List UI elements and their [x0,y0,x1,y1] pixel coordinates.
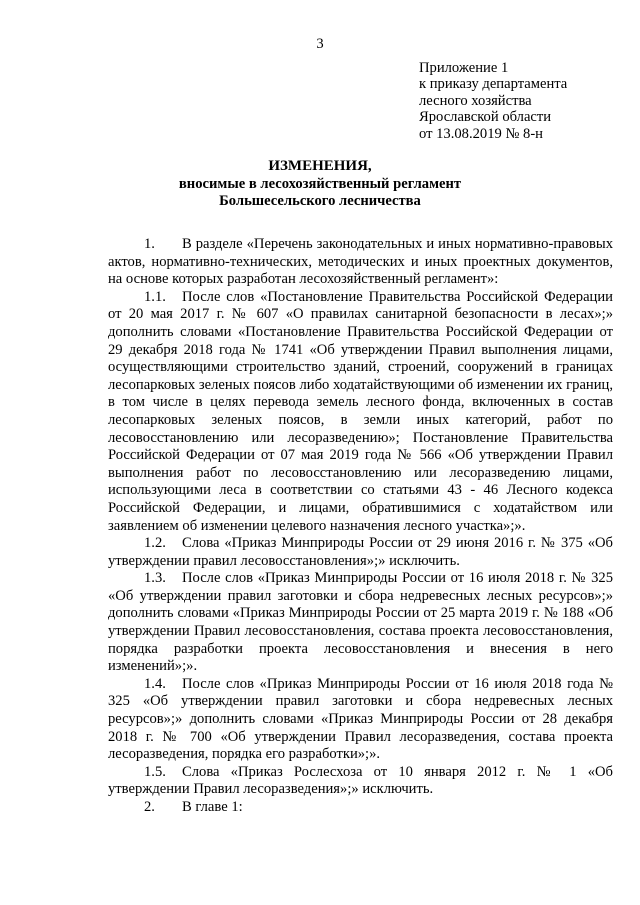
paragraph-number: 1.2. [144,535,166,552]
title-line: ИЗМЕНЕНИЯ, [268,158,372,174]
paragraph-number: 1.5. [144,763,166,780]
paragraph-text: После слов «Приказ Минприроды России от 16 июля 2018 г. № 325 «Об утверждении правил заготовки и сбора недревесных лесных ресурсов»;» дополнить словами «Приказ Минприроды России от 25 марта 2019 г. № 188 «Об утверждении Правил лесовосстановления, состава проекта лесовосстановления, порядка разработки проекта лесовосстановления и внесения в него изменений»;». [108,570,613,675]
appendix-line: Ярославской области [419,109,552,126]
paragraph-number: 2. [144,799,155,815]
paragraph [108,570,613,676]
title-line: вносимые в лесохозяйственный регламент [178,175,462,192]
paragraph-number: 1.1. [144,288,166,305]
appendix-line: лесного хозяйства [419,92,532,109]
document-body [108,236,613,817]
appendix-block [419,60,619,142]
paragraph-number: 1. [144,236,155,252]
document-title [0,158,640,211]
paragraph-text: В главе 1: [182,799,243,815]
paragraph-text: Слова «Приказ Минприроды России от 29 июня 2016 г. № 375 «Об утверждении правил лесовосстановления»;» исключить. [108,535,613,569]
paragraph-number: 1.4. [144,675,166,692]
paragraph [108,289,613,535]
appendix-line: Приложение 1 [419,60,509,76]
paragraph [108,535,613,570]
paragraph-text: После слов «Постановление Правительства Российской Федерации от 20 мая 2017 г. № 607 «О правилах санитарной безопасности в лесах»;» дополнить словами «Постановление Правительства Российской Федерации от 29 декабря 2018 года № 1741 «Об утверждении Правил выполнения лицами, осуществляющими строительство зданий, строений, сооружений в границах лесопарковых зеленых поясов либо ходатайствующими об изменении их границ, в том числе в целях перевода земель лесного фонда, включенных в состав лесопарковых зеленых поясов, в земли иных категорий, работ по лесовосстановлению или лесоразведению»; Постановление Правительства Российской Федерации от 07 мая 2019 года № 566 «Об утверждении Правил выполнения работ по лесовосстановлению или лесоразведению лицами, использующими леса в соответствии со статьями 43 - 46 Лесного кодекса Российской Федерации, и лицами, обратившимися с ходатайством или заявлением об изменении целевого назначения лесного участка»;». [108,288,613,534]
paragraph [108,236,613,289]
paragraph-text: Слова «Приказ Рослесхоза от 10 января 2012 г. № 1 «Об утверждении Правил лесоразведения»;» исключить. [108,763,613,798]
paragraph-number: 1.3. [144,570,166,587]
title-line: Большесельского лесничества [219,193,421,209]
appendix-line: от 13.08.2019 № 8-н [419,125,543,142]
paragraph [108,676,613,764]
appendix-line: к приказу департамента [419,76,568,93]
paragraph [108,799,613,817]
paragraph-text: После слов «Приказ Минприроды России от 16 июля 2018 года № 325 «Об утверждении правил заготовки и сбора недревесных лесных ресурсов»;» дополнить словами «Приказ Минприроды России от 28 декабря 2018 г. № 700 «Об утверждении Правил лесоразведения, состава проекта лесоразведения, порядка его разработки»;». [108,675,613,763]
paragraph-text: В разделе «Перечень законодательных и иных нормативно-правовых актов, нормативно-технических, методических и иных проектных документов, на основе которых разработан лесохозяйственный регламент»: [108,236,613,288]
paragraph [108,764,613,799]
page-number: 3 [316,36,324,52]
